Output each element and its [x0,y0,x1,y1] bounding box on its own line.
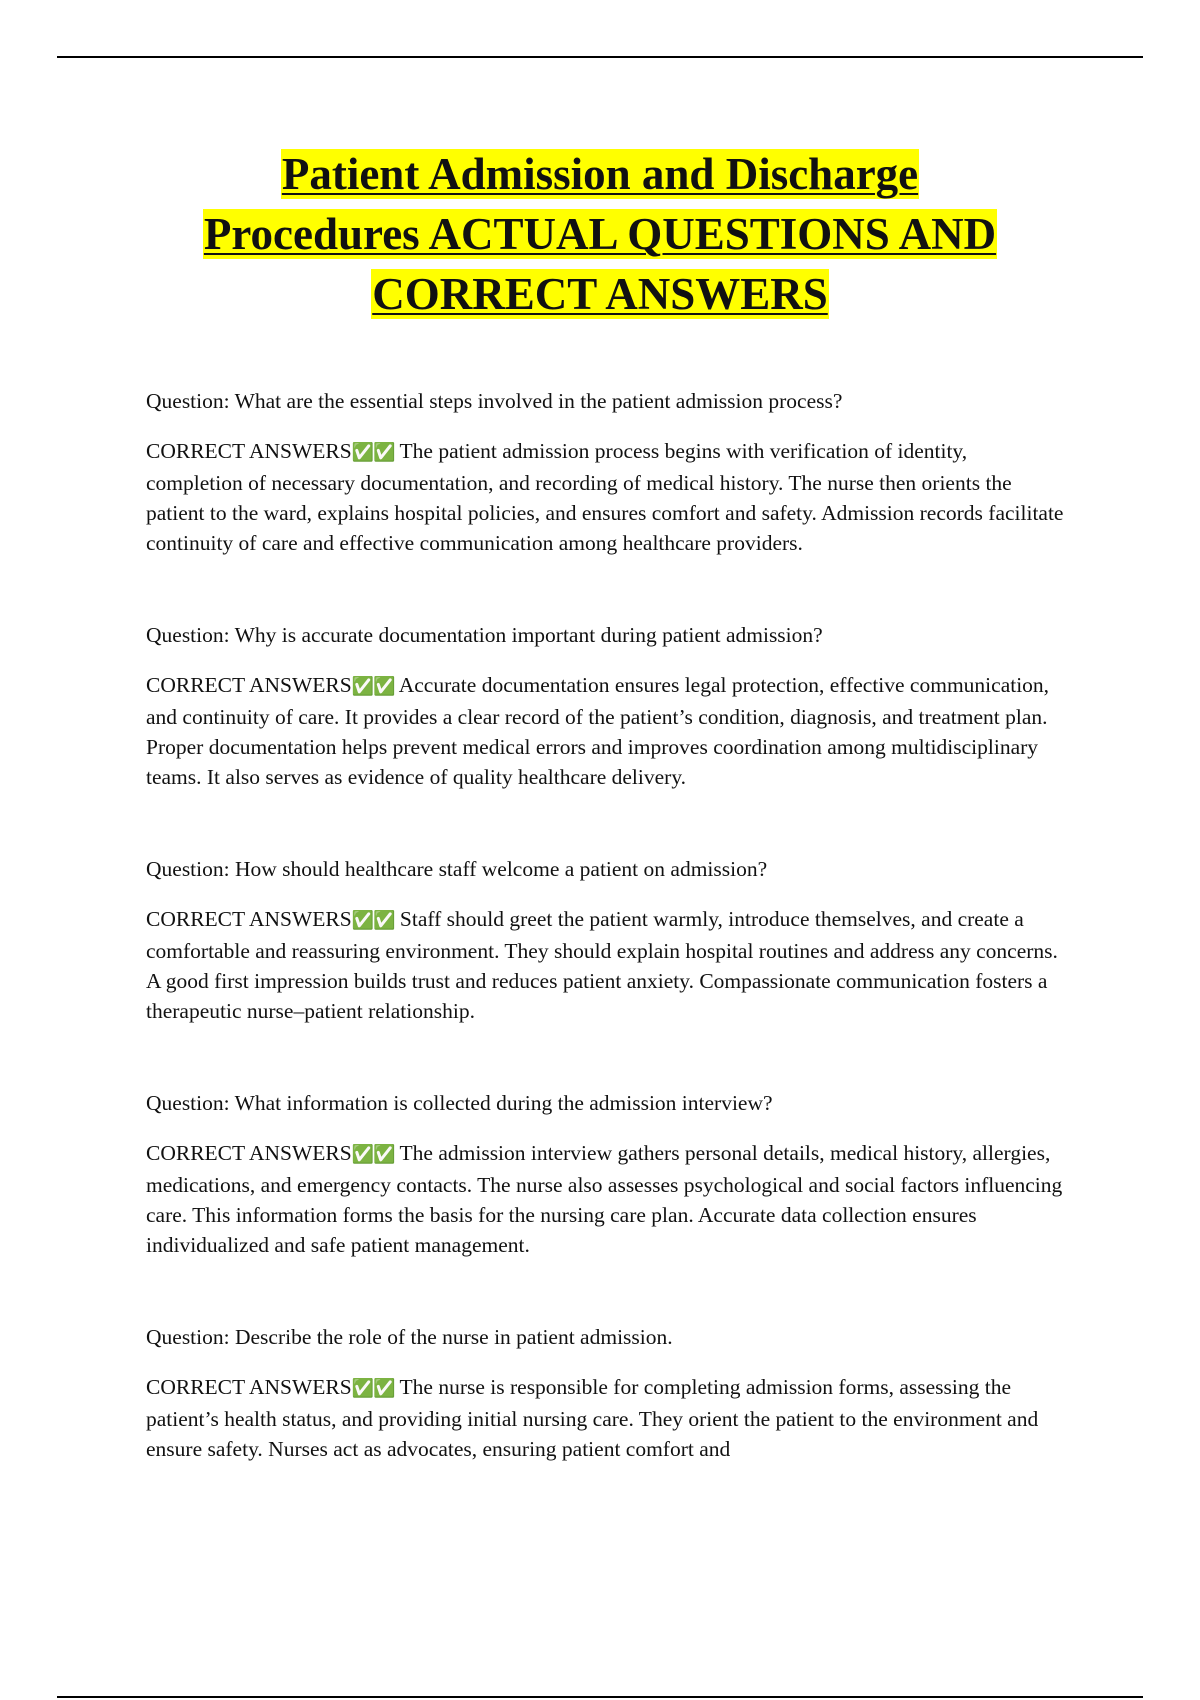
check-icon: ✅✅ [351,1378,395,1399]
qa-item [146,1088,1066,1260]
answer-body: The patient admission process begins with verification of identity, completion of necessary documentation, and recording of medical history. The nurse then orients the patient to the ward, explains hospital policies, and ensures comfort and safety. Admission records facilitate continuity of care and effective communication among healthcare providers. [146,439,1064,555]
check-icon: ✅✅ [351,676,395,697]
document-title [100,144,1100,324]
check-icon: ✅✅ [351,442,395,463]
check-icon: ✅✅ [351,1144,395,1165]
answer-prefix: CORRECT ANSWERS [146,1141,352,1165]
title-line-3: CORRECT ANSWERS [372,269,828,319]
answer-prefix: CORRECT ANSWERS [146,907,352,931]
question-text: Question: What information is collected during the admission interview? [146,1091,773,1115]
answer-text [146,1372,1066,1464]
answer-body: The admission interview gathers personal details, medical history, allergies, medications, and emergency contacts. The nurse also assesses psychological and social factors influencing care. This information forms the basis for the nursing care plan. Accurate data collection ensures individualized and safe patient management. [146,1141,1063,1257]
question-text: Question: Why is accurate documentation important during patient admission? [146,623,823,647]
title-line-1: Patient Admission and Discharge [281,149,919,199]
qa-item [146,854,1066,1026]
top-rule [57,56,1143,58]
answer-body: The nurse is responsible for completing admission forms, assessing the patient’s health status, and providing initial nursing care. They orient the patient to the environment and ensure safety. Nurses act as advocates, ensuring patient comfort and [146,1375,1039,1461]
qa-list [146,386,1066,1526]
question-text: Question: How should healthcare staff welcome a patient on admission? [146,857,768,881]
answer-prefix: CORRECT ANSWERS [146,439,352,463]
check-icon: ✅✅ [351,910,395,931]
answer-prefix: CORRECT ANSWERS [146,673,352,697]
bottom-rule [57,1696,1143,1698]
question-text: Question: What are the essential steps involved in the patient admission process? [146,389,843,413]
answer-text [146,1138,1066,1260]
answer-text [146,436,1066,558]
answer-body: Staff should greet the patient warmly, introduce themselves, and create a comfortable and reassuring environment. They should explain hospital routines and address any concerns. A good first impression builds trust and reduces patient anxiety. Compassionate communication fosters a therapeutic nurse–patient relationship. [146,907,1058,1023]
answer-text [146,904,1066,1026]
qa-item [146,386,1066,558]
answer-text [146,670,1066,792]
title-line-2: Procedures ACTUAL QUESTIONS AND [203,209,997,259]
answer-body: Accurate documentation ensures legal protection, effective communication, and continuity of care. It provides a clear record of the patient’s condition, diagnosis, and treatment plan. Proper documentation helps prevent medical errors and improves coordination among multidisciplinary teams. It also serves as evidence of quality healthcare delivery. [146,673,1050,789]
answer-prefix: CORRECT ANSWERS [146,1375,352,1399]
qa-item [146,620,1066,792]
question-text: Question: Describe the role of the nurse in patient admission. [146,1325,673,1349]
qa-item [146,1322,1066,1464]
